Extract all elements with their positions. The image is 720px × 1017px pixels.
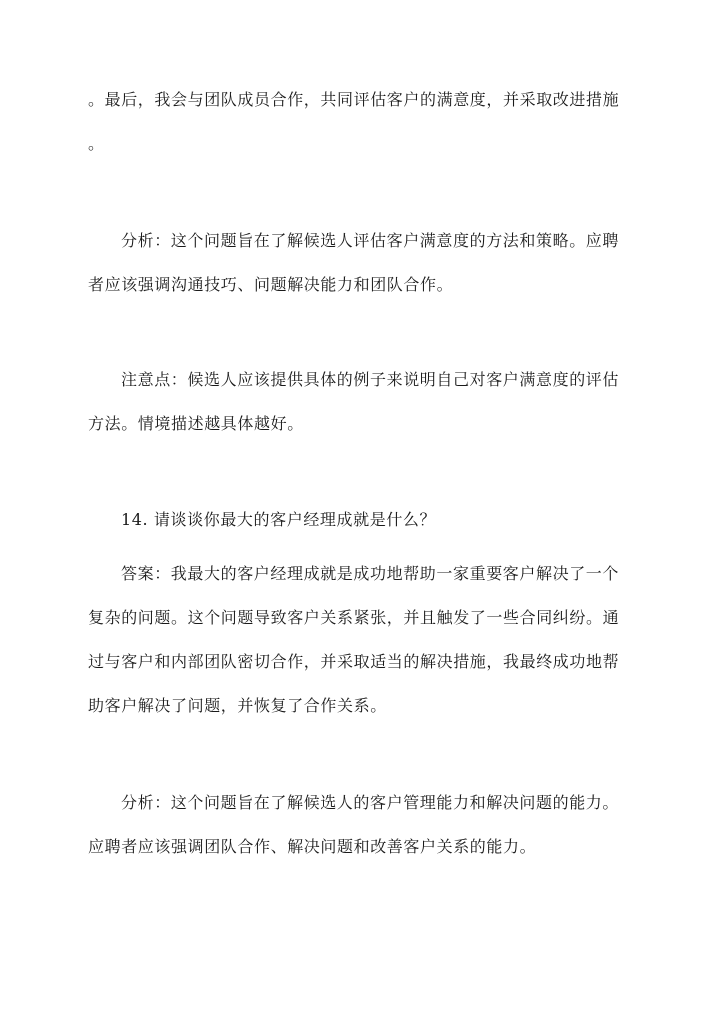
note-paragraph-line-1: 注意点：候选人应该提供具体的例子来说明自己对客户满意度的评估 xyxy=(121,370,620,389)
note-paragraph-line-2: 方法。情境描述越具体越好。 xyxy=(88,414,304,433)
answer-paragraph-line-4: 助客户解决了问题，并恢复了合作关系。 xyxy=(88,696,387,715)
answer-paragraph-line-3: 过与客户和内部团队密切合作，并采取适当的解决措施，我最终成功地帮 xyxy=(88,652,620,671)
answer-paragraph-line-2: 复杂的问题。这个问题导致客户关系紧张，并且触发了一些合同纠纷。通 xyxy=(88,608,620,627)
answer-paragraph-line-1: 答案：我最大的客户经理成就是成功地帮助一家重要客户解决了一个 xyxy=(121,564,620,583)
analysis-paragraph-2-line-1: 分析：这个问题旨在了解候选人的客户管理能力和解决问题的能力。 xyxy=(121,793,620,812)
analysis-paragraph-1-line-1: 分析：这个问题旨在了解候选人评估客户满意度的方法和策略。应聘 xyxy=(121,231,620,250)
analysis-paragraph-1-line-2: 者应该强调沟通技巧、问题解决能力和团队合作。 xyxy=(88,275,454,294)
text-line-period: 。 xyxy=(88,134,105,153)
analysis-paragraph-2-line-2: 应聘者应该强调团队合作、解决问题和改善客户关系的能力。 xyxy=(88,837,537,856)
text-line-continuation: 。最后，我会与团队成员合作，共同评估客户的满意度，并采取改进措施 xyxy=(88,90,620,109)
question-14-heading: 14. 请谈谈你最大的客户经理成就是什么？ xyxy=(121,510,437,529)
